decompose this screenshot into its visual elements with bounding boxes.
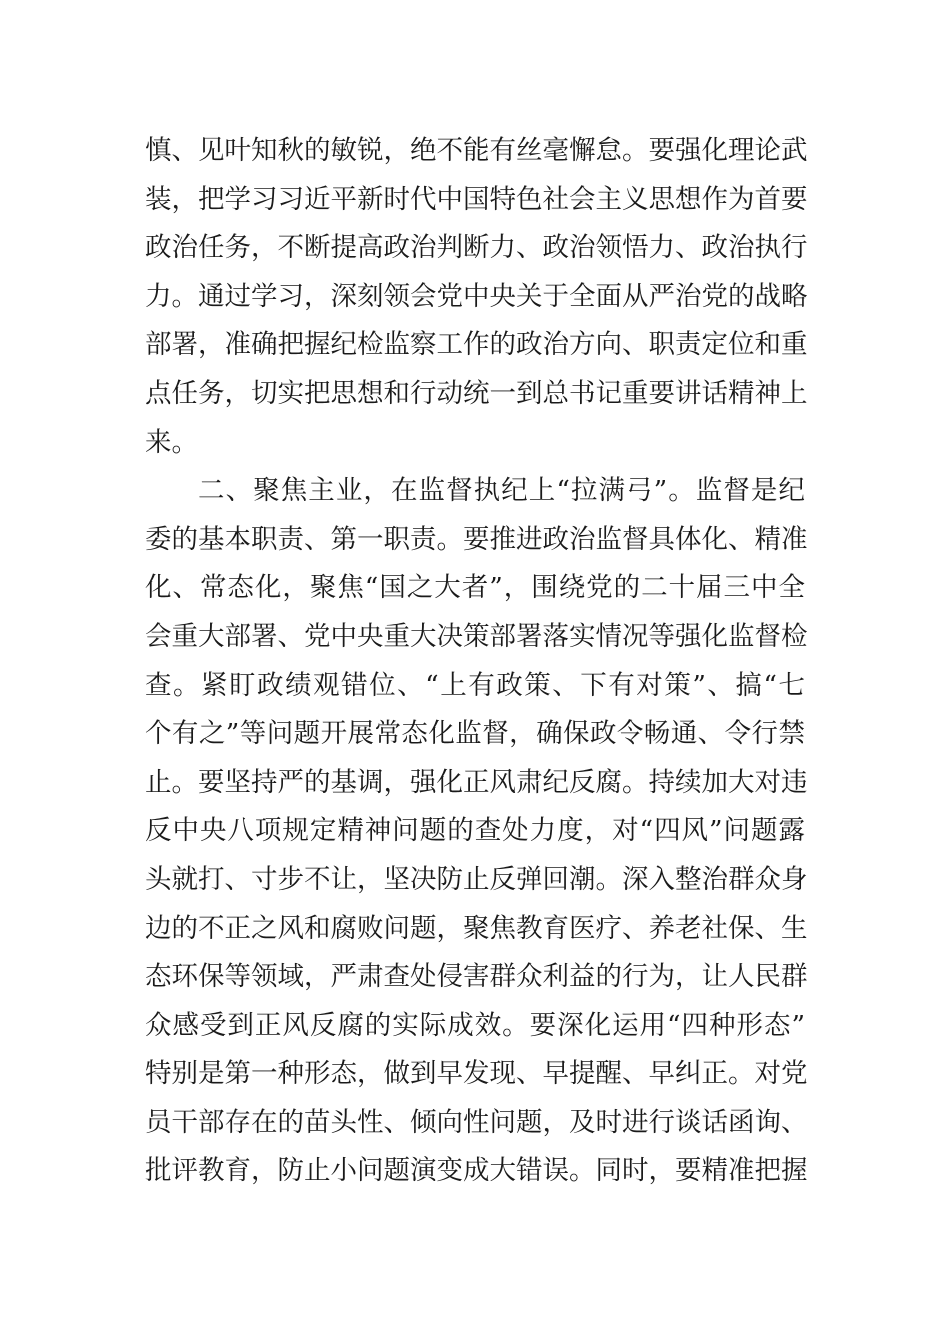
text-line: 部署，准确把握纪检监察工作的政治方向、职责定位和重: [145, 329, 808, 361]
text-line: 头就打、寸步不让，坚决防止反弹回潮。深入整治群众身: [145, 863, 808, 895]
text-line: 员干部存在的苗头性、倾向性问题，及时进行谈话函询、: [145, 1106, 808, 1138]
text-line: 来。: [145, 426, 198, 458]
text-line: 查。紧盯政绩观错位、“上有政策、下有对策”、搞“七: [145, 669, 805, 701]
text-line: 众感受到正风反腐的实际成效。要深化运用“四种形态”: [145, 1009, 805, 1041]
text-line: 反中央八项规定精神问题的查处力度，对“四风”问题露: [145, 815, 805, 847]
document-body: [145, 127, 808, 1196]
text-line: 会重大部署、党中央重大决策部署落实情况等强化监督检: [145, 620, 808, 652]
text-line: 止。要坚持严的基调，强化正风肃纪反腐。持续加大对违: [145, 766, 808, 798]
text-line: 个有之”等问题开展常态化监督，确保政令畅通、令行禁: [145, 718, 805, 750]
text-line: 委的基本职责、第一职责。要推进政治监督具体化、精准: [145, 523, 808, 555]
section-heading-line: 二、聚焦主业，在监督执纪上“拉满弓”。监督是纪: [198, 475, 805, 507]
text-line: 点任务，切实把思想和行动统一到总书记重要讲话精神上: [145, 377, 808, 409]
text-line: 慎、见叶知秋的敏锐，绝不能有丝毫懈怠。要强化理论武: [145, 135, 808, 166]
text-line: 边的不正之风和腐败问题，聚焦教育医疗、养老社保、生: [145, 912, 808, 944]
text-line: 装，把学习习近平新时代中国特色社会主义思想作为首要: [145, 183, 808, 215]
text-line: 力。通过学习，深刻领会党中央关于全面从严治党的战略: [145, 280, 808, 312]
text-line: 批评教育，防止小问题演变成大错误。同时，要精准把握: [145, 1155, 808, 1187]
text-line: 化、常态化，聚焦“国之大者”，围绕党的二十届三中全: [145, 572, 805, 604]
text-line: 态环保等领域，严肃查处侵害群众利益的行为，让人民群: [145, 961, 808, 993]
text-line: 政治任务，不断提高政治判断力、政治领悟力、政治执行: [145, 232, 808, 264]
text-line: 特别是第一种形态，做到早发现、早提醒、早纠正。对党: [145, 1058, 808, 1090]
